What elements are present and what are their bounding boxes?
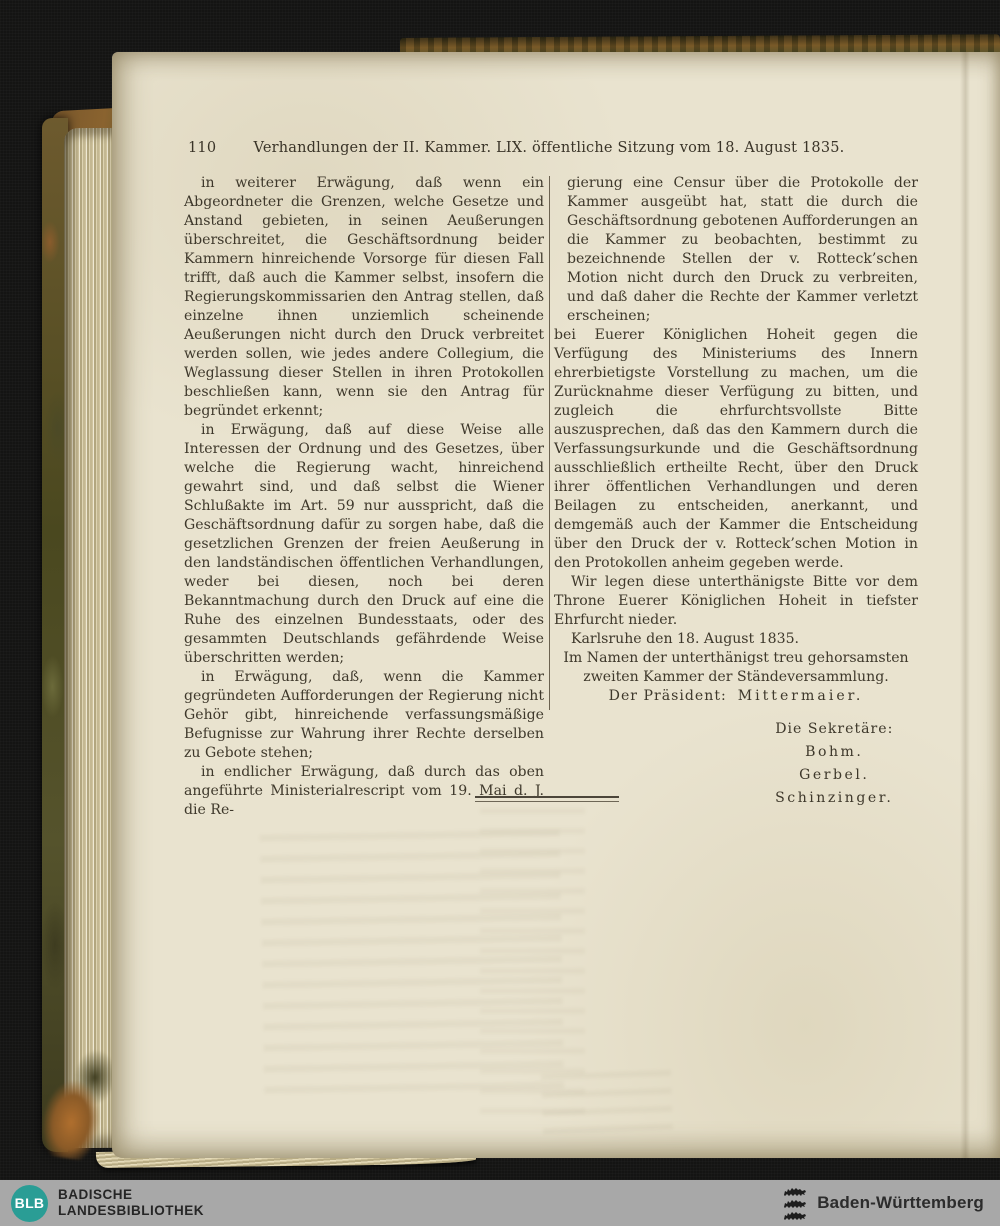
book-page-edges xyxy=(64,128,116,1148)
signature: Schinzinger. xyxy=(775,790,894,806)
paragraph: in endlicher Erwägung, daß durch das oben angeführte Ministerialrescript vom 19. Mai d. J. die Re- xyxy=(184,764,544,818)
president-label: Der Präsident: xyxy=(608,688,727,704)
state-label: Baden-Württemberg xyxy=(817,1193,984,1212)
library-name-line2: LANDESBIBLIOTHEK xyxy=(58,1203,204,1218)
section-rule xyxy=(475,796,619,802)
library-footer-bar xyxy=(0,1180,1000,1226)
dateline: Karlsruhe den 18. August 1835. xyxy=(571,631,800,647)
paragraph: in weiterer Erwägung, daß wenn ein Abgeordneter die Grenzen, welche Gesetze und Anstand gebieten, in seinen Aeußerungen überschreitet, die Geschäftsordnung beider Kammern hinreichende Vorsorge für diesen Fall trifft, daß auch die Kammer selbst, insofern die Regierungskommissarien den Antrag stellen, daß einzelne ihnen unziemlich scheinende Aeußerungen nicht durch den Druck verbreitet werden sollen, wie jedes andere Collegium, die Weglassung dieser Stellen in ihren Protokollen beschließen kann, wenn sie den Antrag für begründet erkennt; xyxy=(184,175,544,419)
right-column xyxy=(554,174,918,820)
paragraph: Wir legen diese unterthänigste Bitte vor dem Throne Euerer Königlichen Hoheit in tiefster Ehrfurcht nieder. xyxy=(554,574,918,628)
left-column xyxy=(184,174,544,820)
president-name: Mittermaier. xyxy=(737,688,864,704)
library-name-line1: BADISCHE xyxy=(58,1186,133,1202)
paragraph: in Erwägung, daß auf diese Weise alle Interessen der Ordnung und des Gesetzes, über welche die Regierung wacht, hinreichend gewahrt sind, und daß selbst die Wiener Schlußakte im Art. 59 nur ausspricht, daß die Geschäftsordnung dafür zu sorgen habe, daß die gesetzlichen Grenzen der freien Aeußerung in den landständischen öffentlichen Verhandlungen, weder bei diesen, noch bei deren Bekanntmachung durch den Druck auf eine die Ruhe des einzelnen Bundesstaats, oder des gesammten Deutschlands gefährdende Weise überschritten werden; xyxy=(184,422,544,666)
running-head xyxy=(182,140,916,156)
signature: Bohm. xyxy=(805,744,864,760)
column-rule xyxy=(549,176,550,710)
library-name xyxy=(58,1187,204,1219)
signature: Gerbel. xyxy=(799,767,870,783)
paragraph: in Erwägung, daß, wenn die Kammer gegründeten Aufforderungen der Regierung nicht Gehör gibt, hinreichende verfassungsmäßige Befugnisse zur Wahrung ihrer Rechte derselben zu Gebote stehen; xyxy=(184,669,544,761)
text-columns xyxy=(184,174,918,820)
state-branding xyxy=(782,1185,984,1221)
page-crease xyxy=(960,52,970,1158)
paragraph-continuation: gierung eine Censur über die Protokolle der Kammer ausgeübt hat, statt die durch die Geschäftsordnung gebotenen Aufforderungen an die Kammer zu beobachten, bestimmt zu bezeichnende Stellen der v. Rotteck’schen Motion nicht durch den Druck zu verbreiten, und daß daher die Rechte der Kammer verletzt erscheinen; xyxy=(567,175,918,324)
coat-of-arms-icon xyxy=(782,1185,808,1221)
attestation: Im Namen der unterthänigst treu gehorsamsten zweiten Kammer der Ständeversammlung. xyxy=(563,650,909,685)
scanned-book-page xyxy=(112,52,1000,1158)
paragraph: bei Euerer Königlichen Hoheit gegen die Verfügung des Ministeriums des Innern ehrerbietigste Vorstellung zu machen, um die Zurücknahme dieser Verfügung zu bitten, und zugleich die ehrfurchtsvollste Bitte auszusprechen, daß das den Kammern durch die Verfassungsurkunde und die Geschäftsordnung ausschließlich ertheilte Recht, über den Druck ihrer öffentlichen Verhandlungen und deren Beilagen zu entscheiden, anerkannt, und demgemäß auch der Kammer die Entscheidung über den Druck der v. Rotteck’schen Motion in den Protokollen anheim gegeben werde. xyxy=(554,327,918,571)
secretaries-label: Die Sekretäre: xyxy=(775,721,894,737)
page-number: 110 xyxy=(188,140,217,156)
bleed-through-text xyxy=(260,829,564,1094)
running-header-title: Verhandlungen der II. Kammer. LIX. öffentliche Sitzung vom 18. August 1835. xyxy=(253,140,845,156)
bleed-through-text xyxy=(541,1070,673,1135)
blb-logo: BLB xyxy=(11,1185,48,1222)
president-line xyxy=(554,687,918,706)
bleed-through-text xyxy=(480,808,585,1118)
secretaries-block xyxy=(751,718,918,810)
